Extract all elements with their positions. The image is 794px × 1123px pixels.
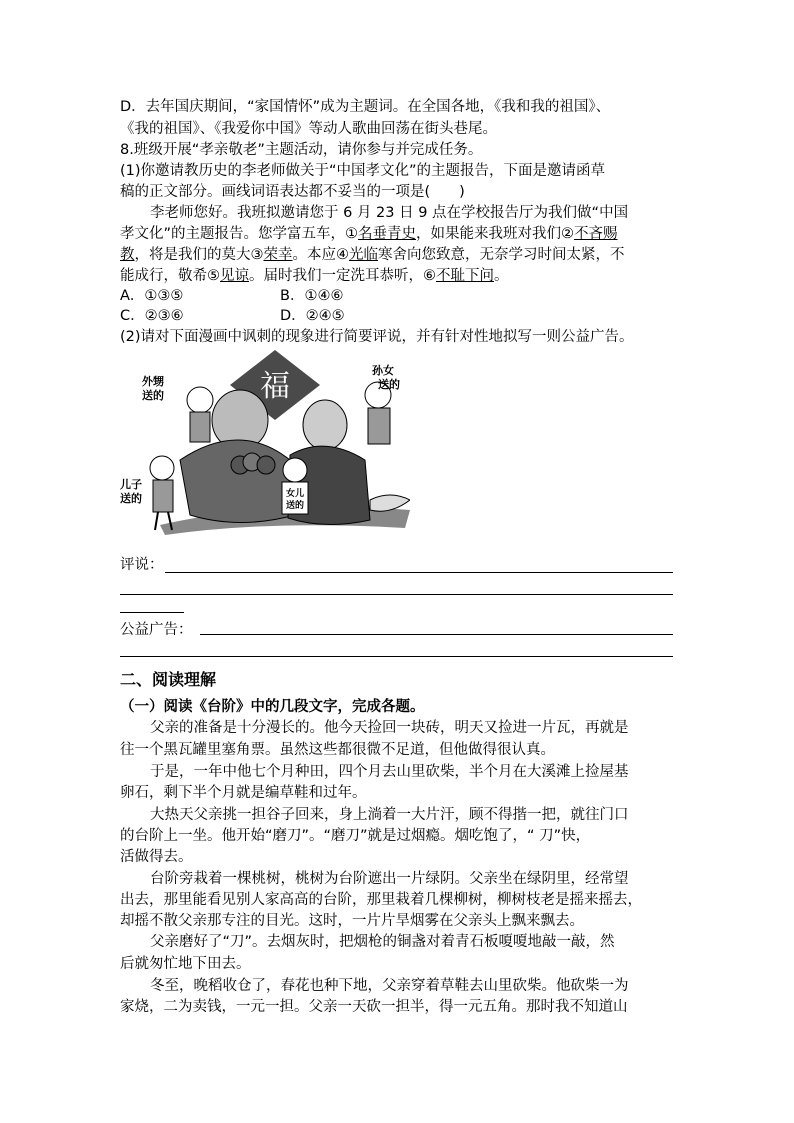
comment-answer-line-2[interactable] [120,594,673,595]
letter-text: 。届时我们一定洗耳恭听，⑥ [249,268,436,284]
fu-character: 福 [260,369,290,404]
label-sunnv-2: 送的 [378,378,400,391]
label-nver-1: 女儿 [286,489,305,499]
q7-option-d-line2: 《我的祖国》、《我爱你中国》等动人歌曲回荡在街头巷尾。 [120,121,497,137]
letter-text: ，如果能来我班对我们② [416,226,575,242]
reading-para2-line2: 卵石，剩下半个月就是编草鞋和过年。 [120,785,367,801]
letter-text: 。 [494,268,509,284]
grandfather-body [180,440,295,523]
reading-para3-line3: 活做得去。 [120,849,193,865]
ad-answer-line-2[interactable] [120,656,673,657]
label-erzi-2: 送的 [120,492,142,505]
label-sunnv-1: 孙女 [372,364,394,377]
letter-line4 [120,266,509,286]
reading-para2-line1: 于是，一年中他七个月种田，四个月去山里砍柴，半个月在大溪滩上捡屋基 [150,764,629,780]
underlined-term-3: 荣幸 [263,247,293,263]
reading-para4-line2: 出去，那里能看见别人家高高的台阶，那里栽着几棵柳树，柳树枝老是摇来摇去， [120,892,642,908]
q8-sub2: (2)请对下面漫画中讽刺的现象进行简要评说，并有针对性地拟写一则公益广告。 [120,329,634,345]
reading-para5-line2: 后就匆忙地下田去。 [120,956,251,972]
letter-line2 [120,224,618,244]
label-waisheng-2: 送的 [142,389,164,402]
underlined-term-6: 不耻下问 [436,268,494,284]
bananas [370,495,410,511]
letter-text: 孝文化”的主题报告。您学富五车，① [120,226,359,242]
option-d: D．②④⑤ [280,308,345,324]
underlined-term-5: 见谅 [220,268,249,284]
cartoon-illustration [120,350,410,540]
option-a: A．①③⑤ [120,288,184,304]
underlined-term-1: 名垂青史 [358,226,417,242]
underlined-term-2: 不吝赐 [574,226,618,242]
section2-title: 二、阅读理解 [120,670,217,689]
reading-para6-line2: 家烧，二为卖钱，一元一担。父亲一天砍一担半，得一元五角。那时我不知道山 [120,999,628,1015]
comment-label: 评说： [120,557,164,573]
reading-para1-line1: 父亲的准备是十分漫长的。他今天捡回一块砖，明天又捡进一片瓦，再就是 [150,720,629,736]
q7-option-d-line1: D．去年国庆期间，“家国情怀”成为主题词。在全国各地，《我和我的祖国》、 [120,99,611,115]
reading-para4-line1: 台阶旁栽着一棵桃树，桃树为台阶遮出一片绿阴。父亲坐在绿阴里，经常望 [150,871,629,887]
letter-text: ，将是我们的莫大③ [134,247,264,263]
fruit [257,456,275,474]
reading-para4-line3: 却摇不散父亲那专注的目光。这时，一片片旱烟雾在父亲头上飘来飘去。 [120,913,584,929]
part1-title: （一）阅读《台阶》中的几段文字，完成各题。 [120,699,425,715]
q8-sub1-line2: 稿的正文部分。画线词语表达都不妥当的一项是( ) [120,184,465,200]
ad-answer-line-1[interactable] [200,634,673,635]
reading-para1-line2: 往一个黑瓦罐里塞角票。虽然这些都很微不足道，但他做得很认真。 [120,742,555,758]
letter-line3 [120,245,625,265]
label-waisheng-1: 外甥 [142,375,164,388]
letter-text: 能成行，敬希⑤ [120,268,220,284]
comment-answer-line-3[interactable] [120,612,184,613]
letter-text: 。本应④ [292,247,349,263]
ad-label: 公益广告： [120,622,193,638]
letter-text: 寒舍向您致意，无奈学习时间太紧，不 [378,247,625,263]
label-erzi-1: 儿子 [120,478,142,491]
option-b: B．①④⑥ [280,288,344,304]
q8-sub1-line1: (1)你邀请教历史的李老师做关于“中国孝文化”的主题报告，下面是邀请函草 [120,163,606,179]
underlined-term-4: 光临 [349,247,378,263]
q8-title: 8.班级开展“孝亲敬老”主题活动，请你参与并完成任务。 [120,142,483,158]
comment-answer-line-1[interactable] [165,572,673,573]
grandmother-head [303,400,347,450]
letter-line1: 李老师您好。我班拟邀请您于 6 月 23 日 9 点在学校报告厅为我们做“中国 [150,205,629,221]
reading-para3-line2: 的台阶上一坐。他开始“磨刀”。“磨刀”就是过烟瘾。烟吃饱了，“ 刀”快， [120,828,591,844]
robot-sunnv [365,382,391,444]
reading-para5-line1: 父亲磨好了“刀”。去烟灰时，把烟枪的铜盏对着青石板嗄嗄地敲一敲，然 [150,934,615,950]
robot-waisheng [187,387,213,442]
reading-para6-line1: 冬至，晚稻收仓了，春花也种下地，父亲穿着草鞋去山里砍柴。他砍柴一为 [150,978,629,994]
label-nver-2: 送的 [286,501,305,511]
reading-para3-line1: 大热天父亲挑一担谷子回来，身上淌着一大片汗，顾不得揩一把，就往门口 [150,807,629,823]
option-c: C．②③⑥ [120,308,184,324]
robot-erzi [150,456,174,530]
underlined-term-2-cont: 教 [120,247,135,263]
